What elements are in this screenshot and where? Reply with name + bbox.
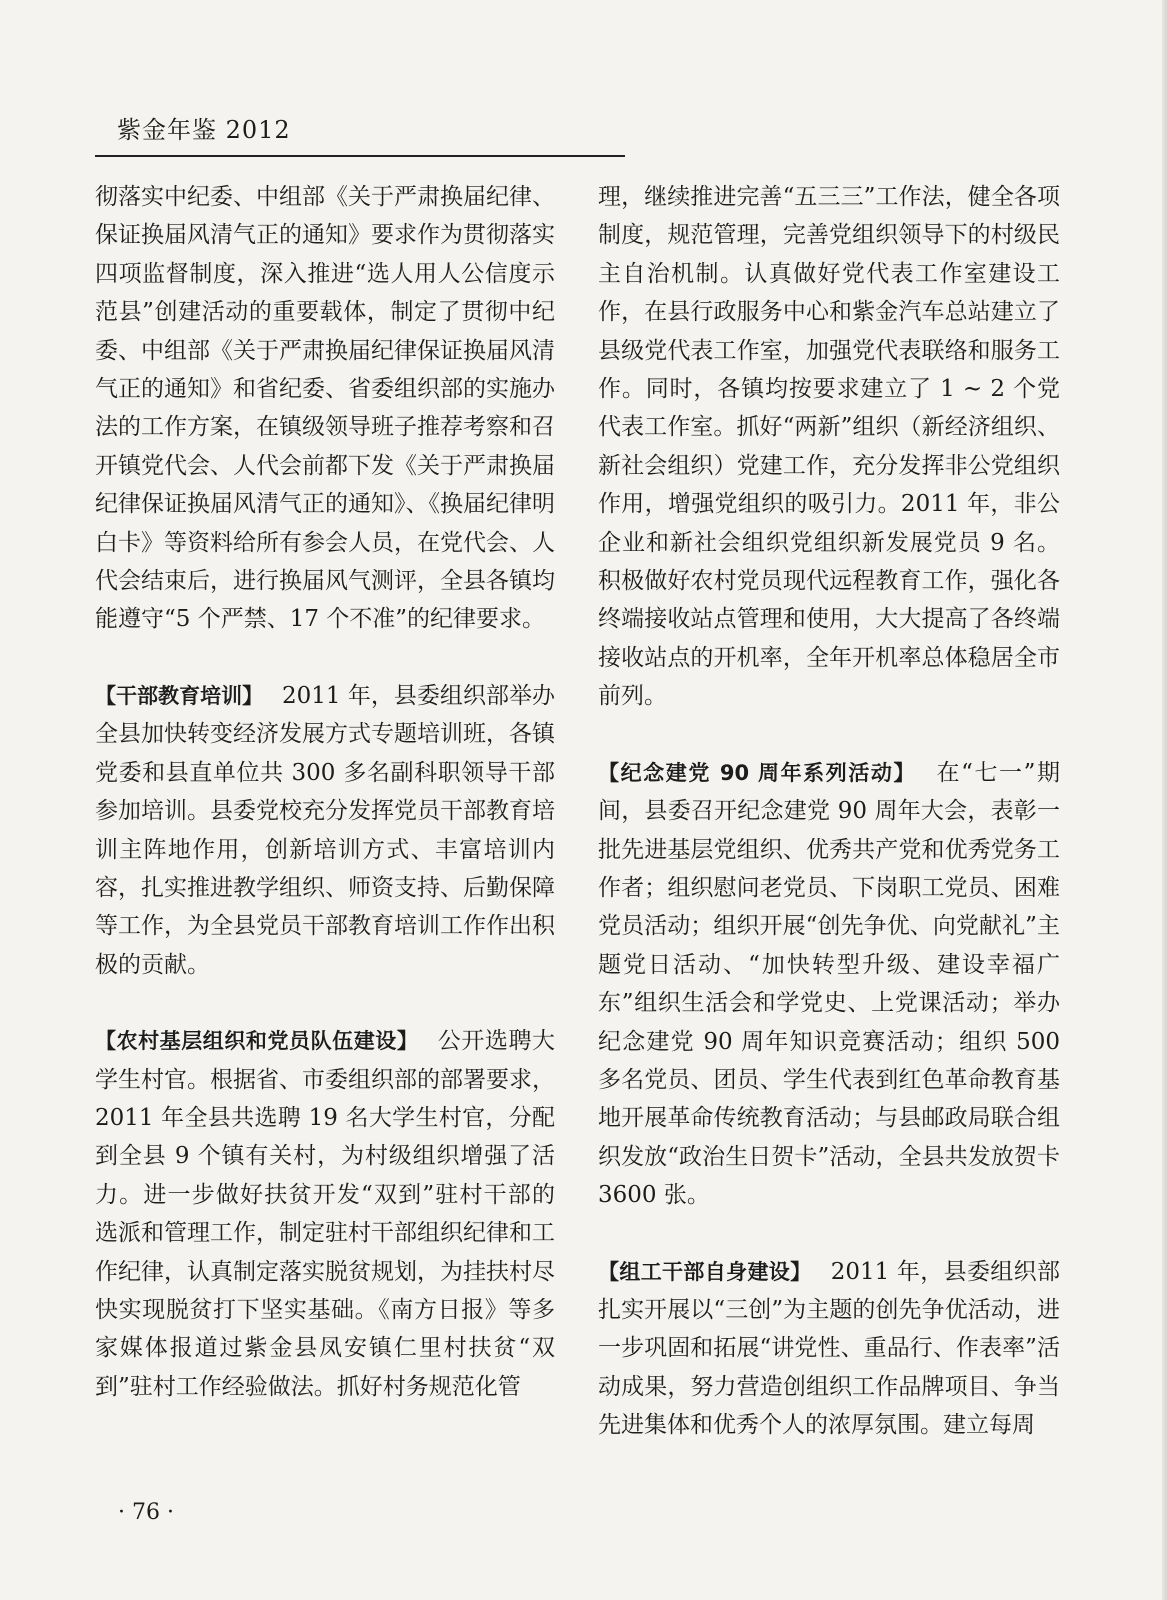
paragraph [598, 1253, 1060, 1445]
paragraph [598, 754, 1060, 1215]
header-title: 紫金年鉴 2012 [117, 116, 291, 144]
paragraph [598, 178, 1060, 716]
paragraph [95, 1022, 555, 1406]
paragraph [95, 178, 555, 639]
running-header [95, 110, 625, 157]
paragraph-text: 彻落实中纪委、中组部《关于严肃换届纪律、保证换届风清气正的通知》要求作为贯彻落实四项监督制度，深入推进“选人用人公信度示范县”创建活动的重要载体，制定了贯彻中纪委、中组部《关于严肃换届纪律保证换届风清气正的通知》和省纪委、省委组织部的实施办法的工作方案，在镇级领导班子推荐考察和召开镇党代会、人代会前都下发《关于严肃换届纪律保证换届风清气正的通知》、《换届纪律明白卡》等资料给所有参会人员，在党代会、人代会结束后，进行换届风气测评，全县各镇均能遵守“5 个严禁、17 个不准”的纪律要求。 [95, 184, 555, 633]
scan-edge [1162, 0, 1168, 1600]
paragraph-text: 在“七一”期间，县委召开纪念建党 90 周年大会，表彰一批先进基层党组织、优秀共产党和优秀党务工作者；组织慰问老党员、下岗职工党员、困难党员活动；组织开展“创先争优、向党献礼”主题党日活动、“加快转型升级、建设幸福广东”组织生活会和学党史、上党课活动；举办纪念建党 90 周年知识竞赛活动；组织 500 多名党员、团员、学生代表到红色革命教育基地开展革命传统教育活动；与县邮政局联合组织发放“政治生日贺卡”活动，全县共发放贺卡 3600 张。 [598, 759, 1060, 1209]
section-heading: 【纪念建党 90 周年系列活动】 [598, 760, 917, 785]
section-heading: 【组工干部自身建设】 [598, 1259, 812, 1284]
paragraph [95, 677, 555, 984]
section-heading: 【农村基层组织和党员队伍建设】 [95, 1029, 419, 1054]
paragraph-text: 2011 年，县委组织部举办全县加快转变经济发展方式专题培训班，各镇党委和县直单位共 300 多名副科职领导干部参加培训。县委党校充分发挥党员干部教育培训主阵地作用，创新培训方式、丰富培训内容，扎实推进教学组织、师资支持、后勤保障等工作，为全县党员干部教育培训工作作出积极的贡献。 [95, 682, 556, 978]
page-number: · 76 · [118, 1500, 174, 1525]
right-column [598, 178, 1060, 1483]
paragraph-text: 2011 年，县委组织部扎实开展以“三创”为主题的创先争优活动，进一步巩固和拓展“讲党性、重品行、作表率”活动成果，努力营造创组织工作品牌项目、争当先进集体和优秀个人的浓厚氛围。建立每周 [598, 1258, 1060, 1439]
section-heading: 【干部教育培训】 [95, 683, 264, 708]
paragraph-text: 理，继续推进完善“五三三”工作法，健全各项制度，规范管理，完善党组织领导下的村级民主自治机制。认真做好党代表工作室建设工作，在县行政服务中心和紫金汽车总站建立了县级党代表工作室，加强党代表联络和服务工作。同时，各镇均按要求建立了 1 ~ 2 个党代表工作室。抓好“两新”组织（新经济组织、新社会组织）党建工作，充分发挥非公党组织作用，增强党组织的吸引力。2011 年，非公企业和新社会组织党组织新发展党员 9 名。积极做好农村党员现代远程教育工作，强化各终端接收站点管理和使用，大大提高了各终端接收站点的开机率，全年开机率总体稳居全市前列。 [598, 184, 1060, 710]
paragraph-text: 公开选聘大学生村官。根据省、市委组织部的部署要求，2011 年全县共选聘 19 名大学生村官，分配到全县 9 个镇有关村，为村级组织增强了活力。进一步做好扶贫开发“双到”驻村干部的选派和管理工作，制定驻村干部组织纪律和工作纪律，认真制定落实脱贫规划，为挂扶村尽快实现脱贫打下坚实基础。《南方日报》等多家媒体报道过紫金县凤安镇仁里村扶贫“双到”驻村工作经验做法。抓好村务规范化管 [95, 1028, 556, 1400]
left-column [95, 178, 555, 1444]
